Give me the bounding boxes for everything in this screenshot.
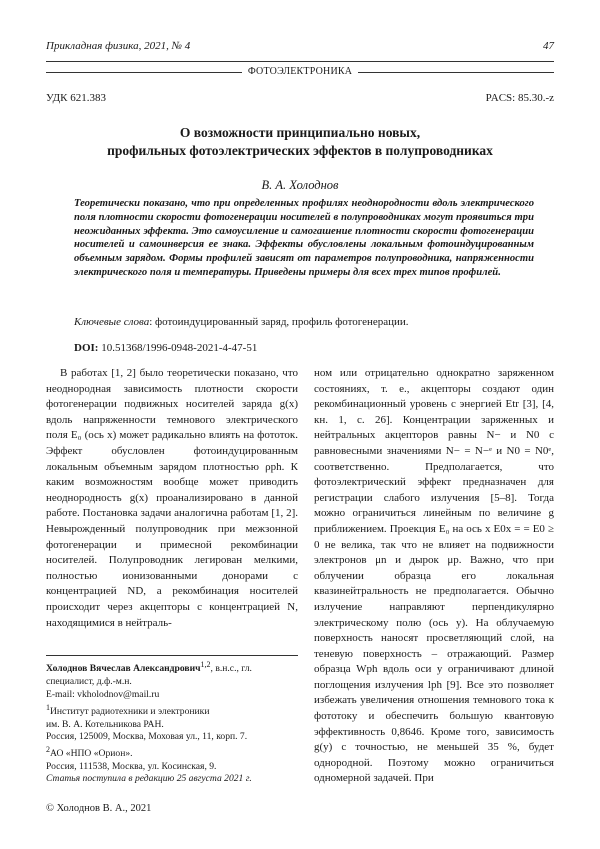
body-paragraph: ном или отрицательно однократно заряженном состояниях, т. е., акцепторы создают один рекомбинационный уровень с энергией Etr [3], [4, кн. 1, с. 26]. Концентрации заряженных и нейтральных акцепторов равны N− и N0 с равновесными значениями N− = N−ᵉ и N0 = N0ᵉ, соответственно. Предполагается, что фотоэлектрический эффект предназначен для регистрации слабого излучения [5–8]. Тогда можно ограничиться линейным по величине g приближением. Проекция E₀ на ось x E0x = = E0 ≥ 0 не велика, так что не влияет на подвижности электронов μn и дырок μp. Важно, что при облучении образца его локальная квазинейтральность не предполагается. Обычно излучение направляют перпендикулярно электрическому полю (ось y). На облучаемую поверхность наносят просветляющий слой, на теневую поверхность – отражающий. Размер образца Wph вдоль оси y ограничивают длиной поглощения излучения lph [9]. Все это позволяет избежать увеличения отношения темнового тока к фототоку и обеспечить большую квантовую эффективность 0,8646. Кроме того, зависимость g(y) с точностью, не меньшей 35 %, будет однородной. Поэтому можно ограничиться одномерной задачей. При [314, 367, 554, 785]
footnote-sup: 1,2 [200, 660, 211, 669]
received-date: Статья поступила в редакцию 25 августа 2021 г. [46, 773, 252, 784]
keywords [74, 316, 540, 328]
title-line-2: профильных фотоэлектрических эффектов в полупроводниках [107, 143, 493, 158]
doi-value: 10.51368/1996-0948-2021-4-47-51 [98, 342, 258, 354]
footnote-rule [46, 655, 298, 656]
pacs-code: PACS: 85.30.-z [485, 92, 554, 104]
footnote-author: Холоднов Вячеслав Александрович [46, 663, 201, 675]
keywords-label: Ключевые слова [74, 316, 150, 328]
keywords-text: : фотоиндуцированный заряд, профиль фотогенерации. [149, 316, 409, 328]
footnote-email: E-mail: vkholodnov@mail.ru [46, 688, 160, 700]
udk-code: УДК 621.383 [46, 92, 107, 104]
body-column-right [314, 366, 554, 787]
doi-label: DOI: [74, 342, 99, 354]
body-paragraph: В работах [1, 2] было теоретически показано, что неоднородная зависимость плотности скорости фотогенерации подвижных носителей заряда g(x) вдоль напряженности темнового электрического поля E₀ (ось x) может радикально влиять на фототок. Эффект обусловлен фотоиндуцированным локальным объемным зарядом плотностью ρph. К каким возможностям вообще может приводить неоднородность g(x) проанализировано в данной работе. Постановка задачи аналогична работам [1, 2]. Невырожденный полупроводник при межзонной фотогенерации и примесной рекомбинации носителей. Полупроводник легирован мелкими, полностью ионизованными донорами с концентрацией ND, а рекомбинация носителей происходит через акцепторы с концентрацией N, находящимися в нейтраль- [46, 367, 298, 629]
author-footnote: Холоднов Вячеслав Александрович$^{1,2}$, в.н.с., гл. специалист, д.ф.-м.н. E-mail: vkholodnov@mail.ru $^1$Институт радиотехники и электроники им. В. А. Котельникова РАН. Россия, 125009, Москва, Моховая ул., 11, корп. 7. $^2$АО «НПО «Орион». Россия, 111538, Москва, ул. Косинская, 9. [46, 659, 298, 774]
copyright: © Холоднов В. А., 2021 [46, 803, 152, 814]
footnote-aff2-line2: Россия, 111538, Москва, ул. Косинская, 9. [46, 761, 217, 773]
author-name: В. А. Холоднов [261, 178, 339, 192]
footnote-aff2: АО «НПО «Орион». [50, 748, 133, 760]
section-title: ФОТОЭЛЕКТРОНИКА [0, 66, 600, 77]
footnote-aff1-line2: им. В. А. Котельникова РАН. [46, 718, 164, 730]
page-number: 47 [543, 40, 554, 52]
article-title [46, 124, 554, 160]
footnote-aff1-line3: Россия, 125009, Москва, Моховая ул., 11, корп. 7. [46, 731, 248, 743]
body-column-left [46, 366, 298, 631]
title-line-1: О возможности принципиально новых, [179, 125, 421, 140]
journal-header: Прикладная физика, 2021, № 4 [46, 40, 191, 52]
footnote-aff1-line1: Институт радиотехники и электроники [50, 705, 210, 717]
header-rule [46, 61, 554, 62]
abstract: Теоретически показано, что при определенных профилях неоднородности вдоль электрического поля плотности скорости фотогенерации носителей в полупроводниках могут проявиться три неожиданных эффекта. Это самоусиление и самогашение плотности скорости фотогенерации носителей и самоинверсия ее знака. Эффекты обусловлены локальным фотоиндуцированным объемным зарядом. Формы профилей зависят от параметров полупроводника, напряженности электрического поля и температуры. Приведены примеры для всех трех типов профилей. [74, 198, 534, 278]
doi [74, 342, 257, 354]
footnote-degrees: , в.н.с., гл. специалист, д.ф.-м.н. [46, 663, 252, 687]
